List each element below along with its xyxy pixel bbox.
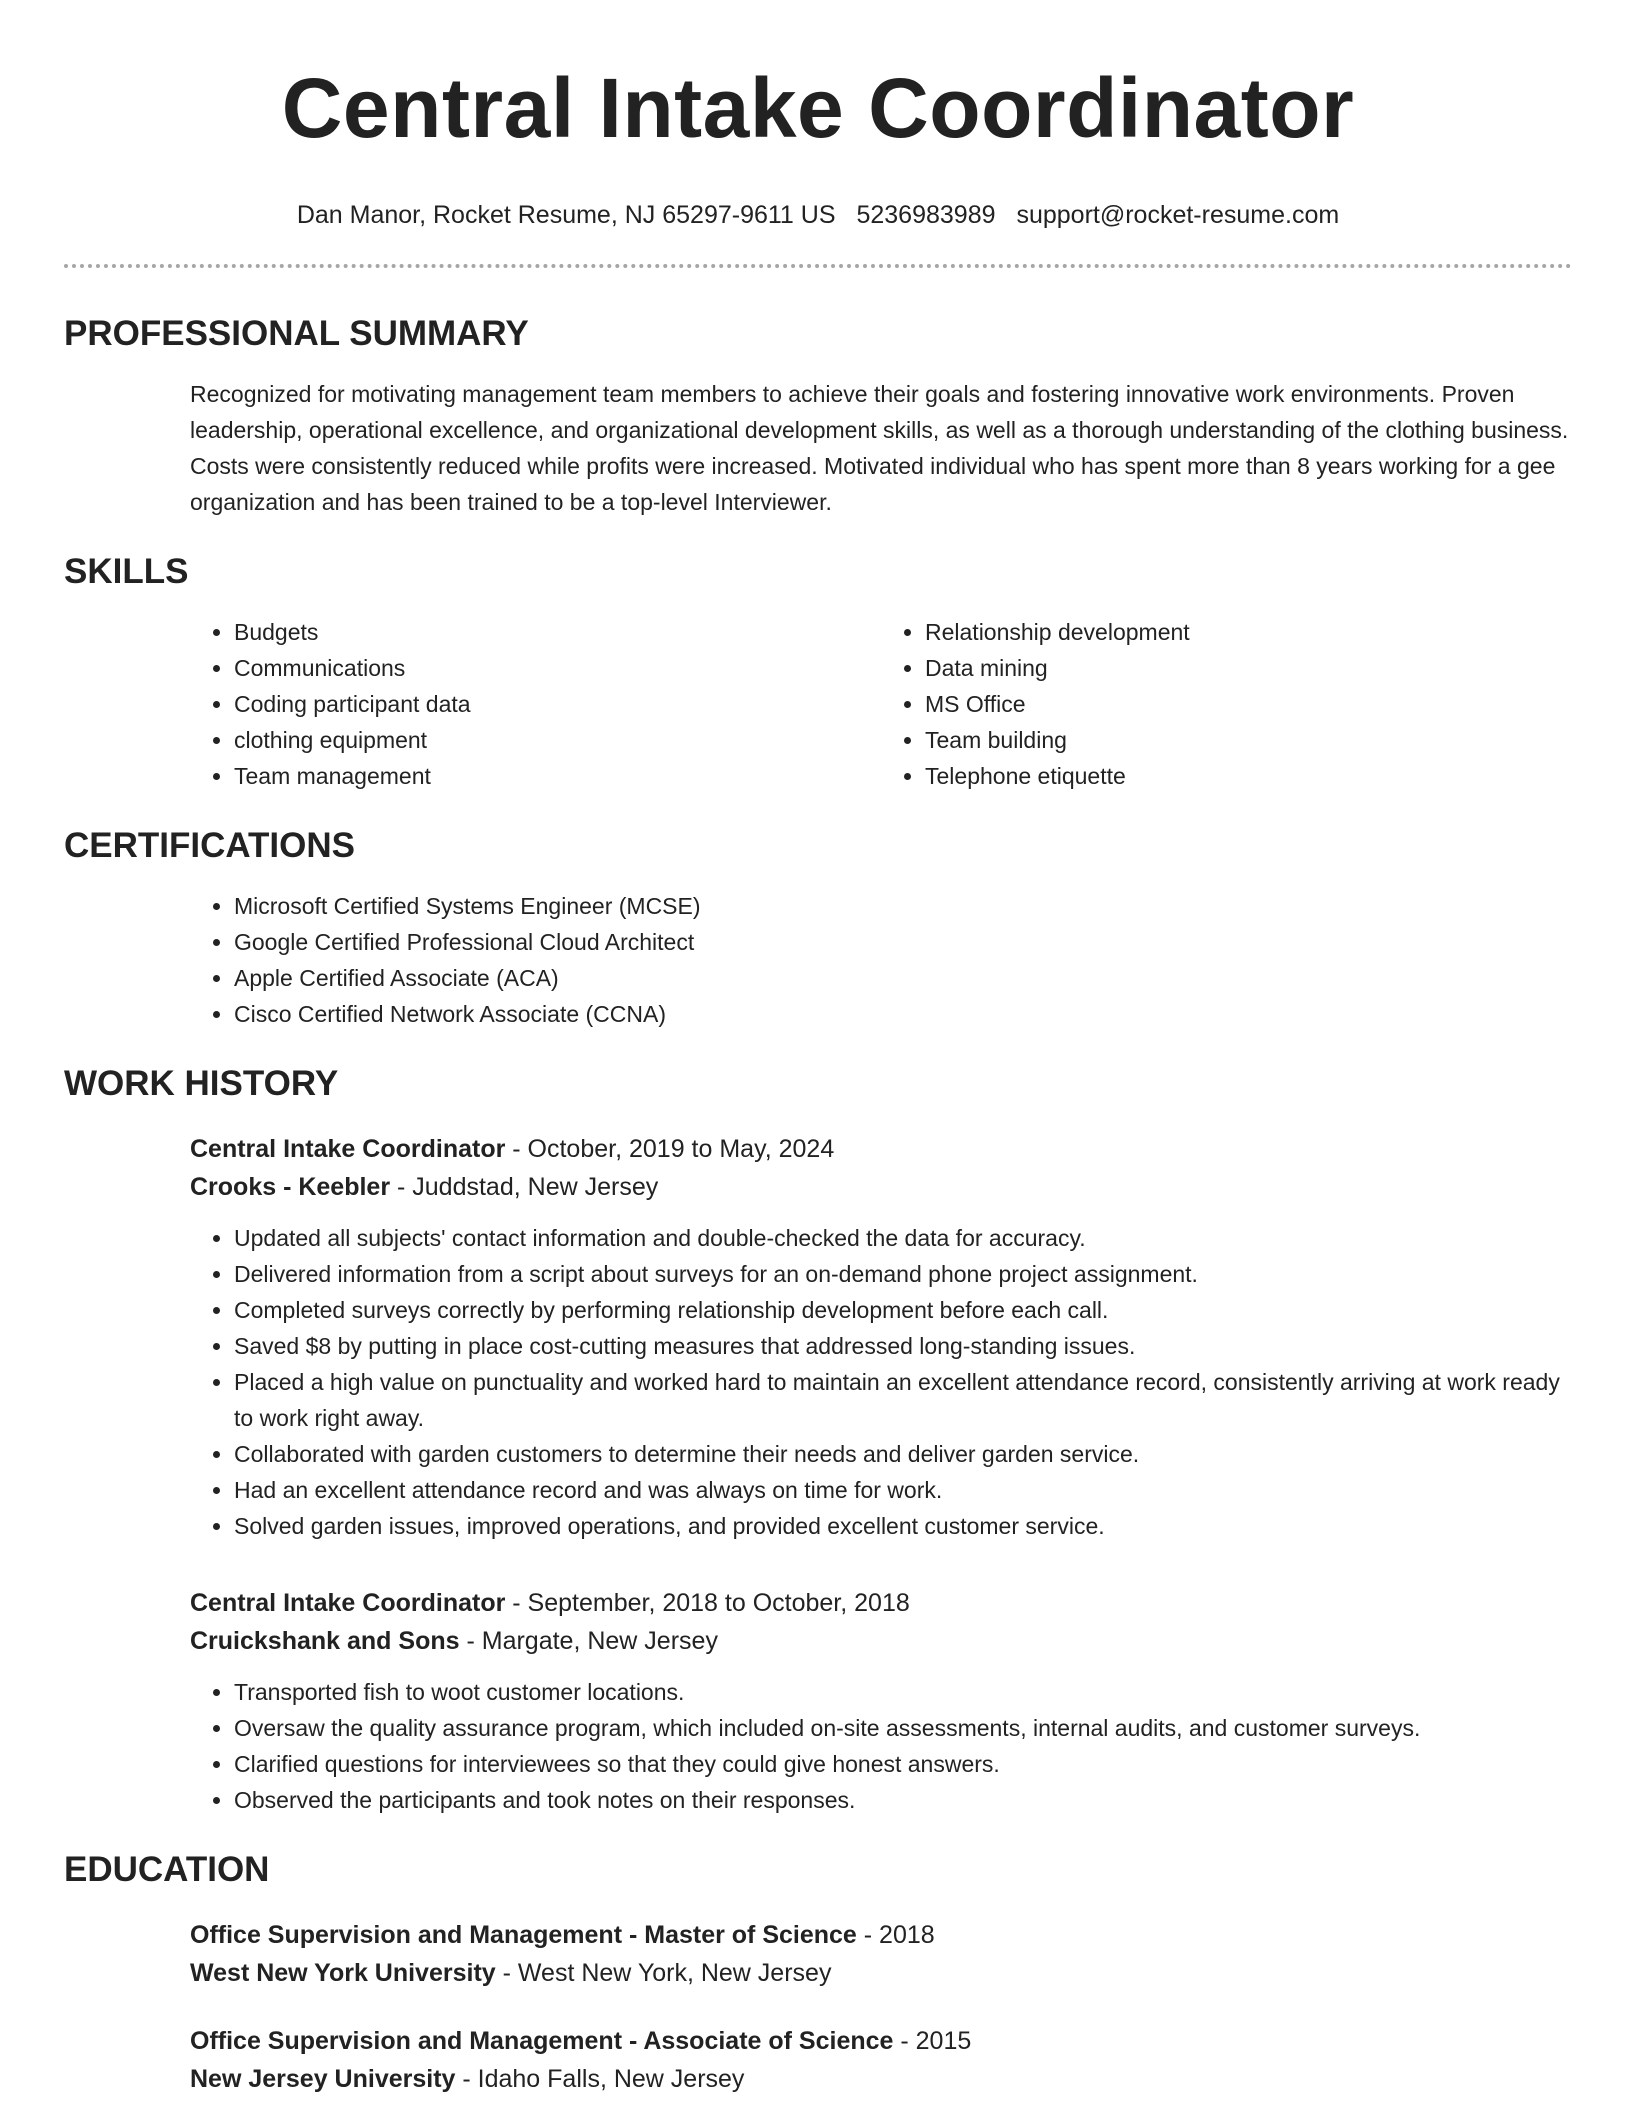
certification-item: • Apple Certified Associate (ACA) — [234, 960, 1572, 996]
job-company-line — [190, 1168, 1572, 1206]
resume-title: Central Intake Coordinator — [281, 61, 1355, 155]
job-company: Crooks - Keebler — [190, 1173, 391, 1201]
education-degree-line — [190, 1916, 1572, 1954]
skills-list-left — [190, 614, 881, 794]
education-degree: Office Supervision and Management - Master of Science — [190, 1921, 857, 1949]
section-title-work-history: WORK HISTORY — [64, 1064, 339, 1103]
job-role: Central Intake Coordinator — [190, 1589, 506, 1617]
work-history-section — [64, 1062, 1572, 1818]
education-degree-line — [190, 2022, 1572, 2060]
summary-text: Recognized for motivating management team members to achieve their goals and fostering innovative work environments. Proven leadership, operational excellence, and organizational development skills, as well as a thorough understanding of the clothing business. Costs were consistently reduced while profits were increased. Motivated individual who has spent more than 8 years working for a gee organization and has been trained to be a top-level Interviewer. — [190, 381, 1569, 515]
job-dates: - October, 2019 to May, 2024 — [505, 1135, 835, 1163]
summary-section — [64, 312, 1572, 520]
job-bullet: • Collaborated with garden customers to determine their needs and deliver garden service. — [234, 1436, 1572, 1472]
job-bullet: • Had an excellent attendance record and was always on time for work. — [234, 1472, 1572, 1508]
education-entry — [190, 2022, 1572, 2098]
certifications-section — [64, 824, 1572, 1032]
job-location: - Juddstad, New Jersey — [390, 1173, 659, 1201]
education-entry — [190, 1916, 1572, 1992]
contact-line — [64, 198, 1572, 232]
skill-item: • MS Office — [925, 686, 1572, 722]
job-bullets — [190, 1674, 1572, 1818]
education-location: - West New York, New Jersey — [495, 1959, 832, 1987]
contact-phone: 5236983989 — [856, 201, 996, 229]
skills-list-right — [881, 614, 1572, 794]
job-role-line — [190, 1130, 1572, 1168]
job-dates: - September, 2018 to October, 2018 — [505, 1589, 910, 1617]
header-divider — [64, 264, 1572, 268]
skill-item: • Team building — [925, 722, 1572, 758]
job-bullet: • Solved garden issues, improved operations, and provided excellent customer service. — [234, 1508, 1572, 1544]
job-bullet: • Observed the participants and took notes on their responses. — [234, 1782, 1572, 1818]
education-school-line — [190, 1954, 1572, 1992]
job-bullet: • Updated all subjects' contact information and double-checked the data for accuracy. — [234, 1220, 1572, 1256]
section-title-education: EDUCATION — [64, 1850, 270, 1889]
certifications-body — [190, 888, 1572, 1032]
education-degree: Office Supervision and Management - Associate of Science — [190, 2027, 894, 2055]
education-section — [64, 1848, 1572, 2098]
education-year: - 2015 — [893, 2027, 972, 2055]
job-company: Cruickshank and Sons — [190, 1627, 460, 1655]
certification-item: • Google Certified Professional Cloud Architect — [234, 924, 1572, 960]
skill-item: • clothing equipment — [234, 722, 881, 758]
job-role-line — [190, 1584, 1572, 1622]
job-bullet: • Saved $8 by putting in place cost-cutting measures that addressed long-standing issues. — [234, 1328, 1572, 1364]
job-role: Central Intake Coordinator — [190, 1135, 506, 1163]
section-title-skills: SKILLS — [64, 552, 189, 591]
section-title-certifications: CERTIFICATIONS — [64, 826, 356, 865]
skill-item: • Team management — [234, 758, 881, 794]
job-entry — [190, 1130, 1572, 1544]
skill-item: • Relationship development — [925, 614, 1572, 650]
education-school: New Jersey University — [190, 2065, 456, 2093]
skills-columns — [190, 614, 1572, 794]
job-bullet: • Completed surveys correctly by performing relationship development before each call. — [234, 1292, 1572, 1328]
job-bullet: • Clarified questions for interviewees so that they could give honest answers. — [234, 1746, 1572, 1782]
job-company-line — [190, 1622, 1572, 1660]
resume-page — [64, 0, 1572, 2098]
skills-section — [64, 550, 1572, 794]
job-bullet: • Transported fish to woot customer locations. — [234, 1674, 1572, 1710]
contact-address: Dan Manor, Rocket Resume, NJ 65297-9611 US — [296, 201, 836, 229]
skill-item: • Budgets — [234, 614, 881, 650]
job-bullets — [190, 1220, 1572, 1544]
skill-item: • Telephone etiquette — [925, 758, 1572, 794]
certification-item: • Cisco Certified Network Associate (CCNA) — [234, 996, 1572, 1032]
job-bullet: • Delivered information from a script about surveys for an on-demand phone project assignment. — [234, 1256, 1572, 1292]
education-year: - 2018 — [856, 1921, 935, 1949]
job-location: - Margate, New Jersey — [459, 1627, 718, 1655]
skill-item: • Data mining — [925, 650, 1572, 686]
contact-email: support@rocket-resume.com — [1016, 201, 1340, 229]
certification-item: • Microsoft Certified Systems Engineer (MCSE) — [234, 888, 1572, 924]
education-school: West New York University — [190, 1959, 496, 1987]
job-bullet: • Placed a high value on punctuality and worked hard to maintain an excellent attendance record, consistently arriving at work ready to work right away. — [234, 1364, 1572, 1436]
skill-item: • Coding participant data — [234, 686, 881, 722]
job-bullet: • Oversaw the quality assurance program, which included on-site assessments, internal audits, and customer surveys. — [234, 1710, 1572, 1746]
certifications-list — [190, 888, 1572, 1032]
education-location: - Idaho Falls, New Jersey — [455, 2065, 745, 2093]
education-school-line — [190, 2060, 1572, 2098]
skill-item: • Communications — [234, 650, 881, 686]
job-entry — [190, 1584, 1572, 1818]
section-title-summary: PROFESSIONAL SUMMARY — [64, 314, 529, 353]
